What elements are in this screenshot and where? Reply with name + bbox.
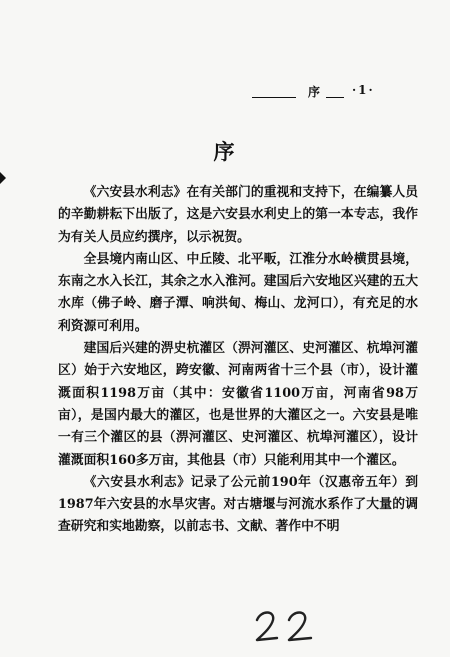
paragraph-2: 全县境内南山区、中丘陵、北平畈，江淮分水岭横贯县境，东南之水入长江，其余之水入淮河。建国后六安地区兴建的五大水库（佛子岭、磨子潭、响洪甸、梅山、龙河口），有充足的水利资源可利用。 bbox=[58, 251, 418, 334]
binding-mark bbox=[0, 172, 6, 184]
page-title: 序 bbox=[213, 139, 237, 164]
handwritten-note bbox=[253, 608, 323, 644]
running-head-rule-right bbox=[326, 97, 344, 98]
running-head-title: 序 bbox=[308, 85, 321, 99]
running-head bbox=[252, 83, 402, 103]
page-number: ·1· bbox=[352, 83, 375, 97]
running-head-rule-left bbox=[252, 97, 296, 98]
paragraph-3: 建国后兴建的淠史杭灌区（淠河灌区、史河灌区、杭埠河灌区）始于六安地区，跨安徽、河南两省十三个县（市），设计灌溉面积1198万亩（其中：安徽省1100万亩，河南省98万亩），是国内最大的灌区，也是世界的大灌区之一。六安县是唯一有三个灌区的县（淠河灌区、史河灌区、杭埠河灌区），设计灌溉面积160多万亩，其他县（市）只能利用其中一个灌区。 bbox=[58, 341, 418, 468]
body-text bbox=[58, 182, 418, 539]
paragraph-4: 《六安县水利志》记录了公元前190年（汉惠帝五年）到1987年六安县的水旱灾害。对古塘堰与河流水系作了大量的调查研究和实地勘察，以前志书、文献、著作中不明 bbox=[58, 474, 418, 535]
paragraph-1: 《六安县水利志》在有关部门的重视和支持下，在编纂人员的辛勤耕耘下出版了，这是六安县水利史上的第一本专志，我作为有关人员应约撰序，以示祝贺。 bbox=[58, 185, 418, 245]
